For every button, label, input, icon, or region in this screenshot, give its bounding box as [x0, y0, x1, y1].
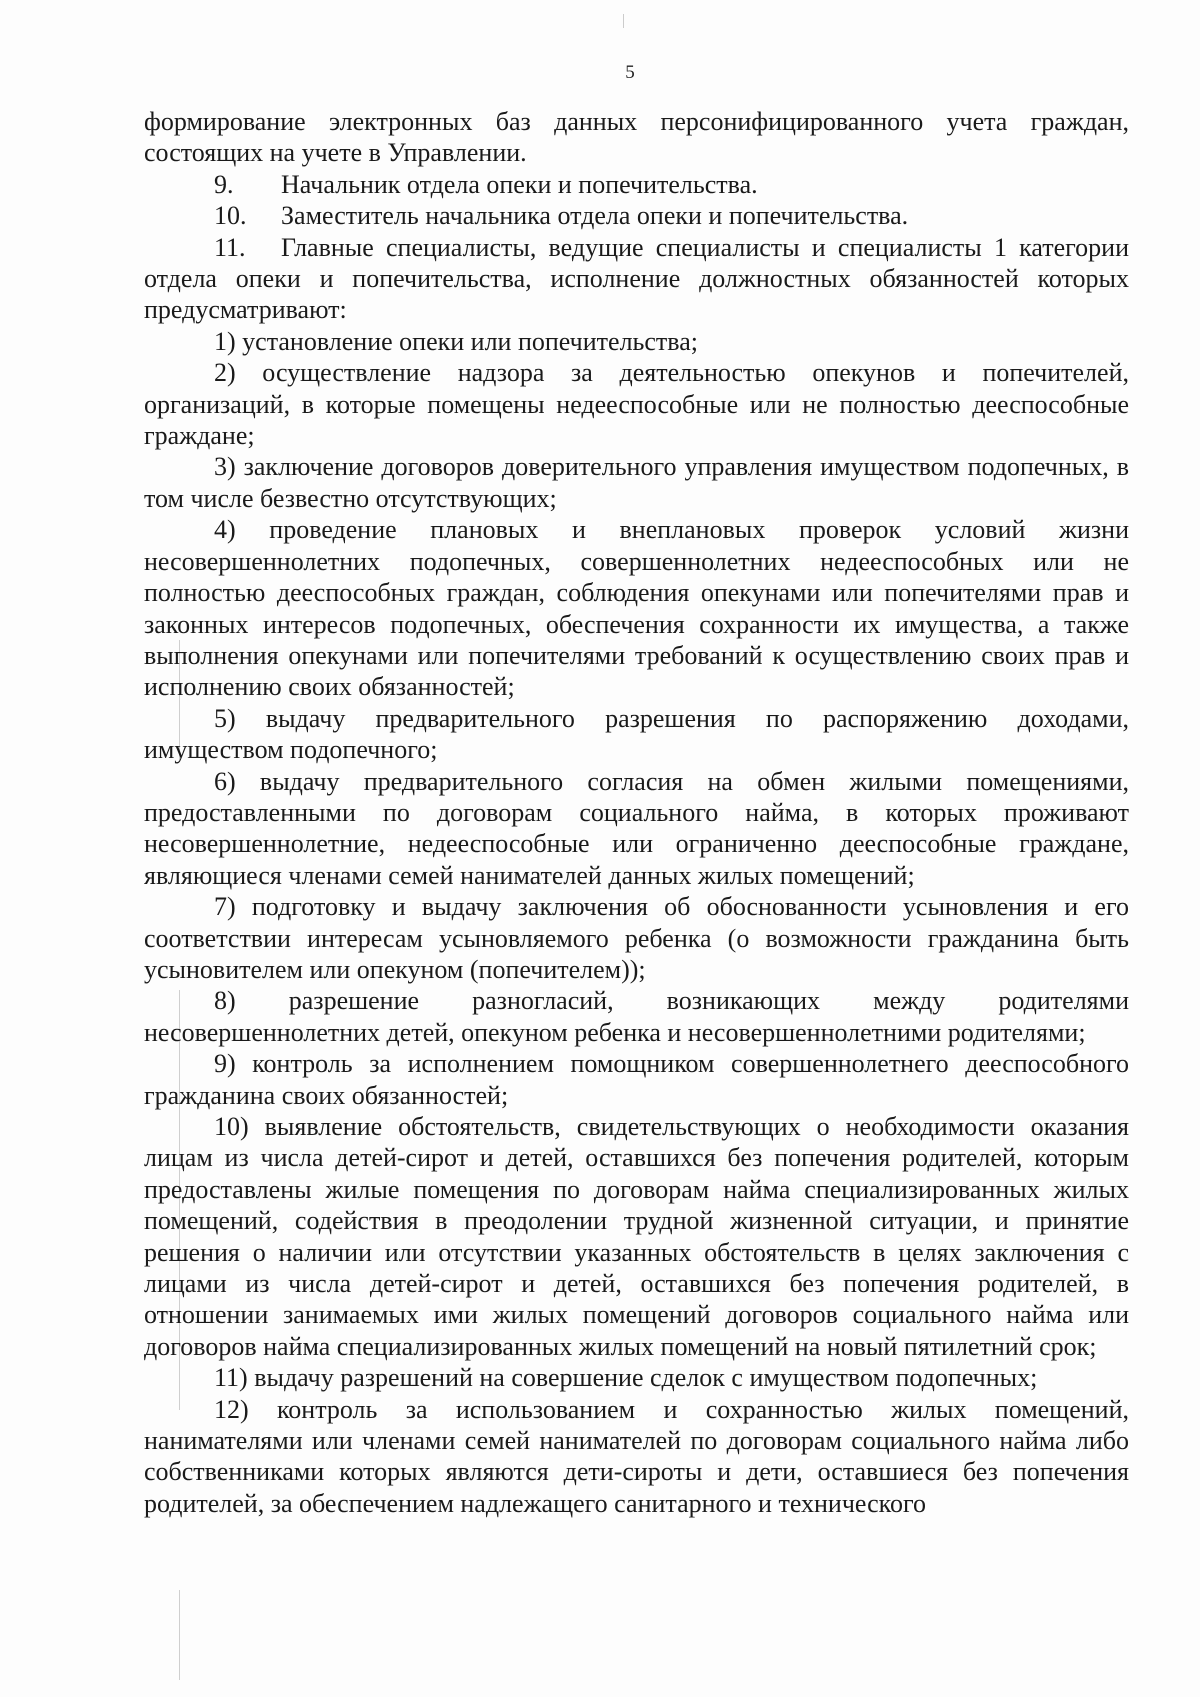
paragraph-text: Заместитель начальника отдела опеки и попечительства.	[281, 201, 909, 231]
list-item: 12) контроль за использованием и сохранностью жилых помещений, нанимателями или членами семей нанимателей по договорам социального найма либо собственниками которых являются дети-сироты и дети, оставшиеся без попечения родителей, за обеспечением надлежащего санитарного и технического	[144, 1394, 1129, 1518]
paragraph-text: Начальник отдела опеки и попечительства.	[281, 169, 758, 199]
list-item: 9) контроль за исполнением помощником совершеннолетнего дееспособного гражданина своих обязанностей;	[144, 1049, 1129, 1110]
paragraph-number: 11.	[214, 232, 246, 262]
list-item: 1) установление опеки или попечительства;	[214, 326, 698, 356]
list-item: 7) подготовку и выдачу заключения об обоснованности усыновления и его соответствии интересам усыновляемого ребенка (о возможности гражданина быть усыновителем или опекуном (попечителем));	[144, 892, 1129, 984]
list-item: 11) выдачу разрешений на совершение сделок с имуществом подопечных;	[214, 1363, 1038, 1393]
list-item: 6) выдачу предварительного согласия на обмен жилыми помещениями, предоставленными по договорам социального найма, в которых проживают несовершеннолетние, недееспособные или ограниченно дееспособные граждане, являющиеся членами семей нанимателей данных жилых помещений;	[144, 766, 1129, 890]
list-item: 8) разрешение разногласий, возникающих между родителями несовершеннолетних детей, опекуном ребенка и несовершеннолетними родителями;	[144, 986, 1129, 1047]
paragraph-number: 9.	[214, 169, 234, 199]
document-body	[144, 106, 1129, 1519]
scan-artifact	[623, 14, 624, 28]
numbered-paragraph	[144, 200, 1129, 231]
scan-artifact	[179, 1590, 180, 1680]
numbered-paragraph	[144, 169, 1129, 200]
list-item: 2) осуществление надзора за деятельностью опекунов и попечителей, организаций, в которые помещены недееспособные или не полностью дееспособные граждане;	[144, 358, 1129, 451]
paragraph-text: Главные специалисты, ведущие специалисты и специалисты 1 категории отдела опеки и попечительства, исполнение должностных обязанностей которых предусматривают:	[144, 232, 1129, 325]
list-item: 5) выдачу предварительного разрешения по распоряжению доходами, имуществом подопечного;	[144, 703, 1129, 765]
list-item: 4) проведение плановых и внеплановых проверок условий жизни несовершеннолетних подопечных, совершеннолетних недееспособных или не полностью дееспособных граждан, соблюдения опекунами или попечителями прав и законных интересов подопечных, обеспечения сохранности их имущества, а также выполнения опекунами или попечителями требований к осуществлению своих прав и исполнению своих обязанностей;	[144, 515, 1129, 702]
paragraph-number: 10.	[214, 201, 247, 231]
list-item: 10) выявление обстоятельств, свидетельствующих о необходимости оказания лицам из числа детей-сирот и детей, оставшихся без попечения родителей, которым предоставлены жилые помещения по договорам найма специализированных жилых помещений, содействия в преодолении трудной жизненной ситуации, и принятие решения о наличии или отсутствии указанных обстоятельств в целях заключения с лицами из числа детей-сирот и детей, оставшихся без попечения родителей, в отношении занимаемых ими жилых помещений договоров социального найма или договоров найма специализированных жилых помещений на новый пятилетний срок;	[144, 1112, 1129, 1361]
page-number: 5	[625, 62, 635, 83]
numbered-paragraph	[144, 232, 1129, 326]
list-item: 3) заключение договоров доверительного управления имуществом подопечных, в том числе безвестно отсутствующих;	[144, 452, 1129, 513]
paragraph: формирование электронных баз данных персонифицированного учета граждан, состоящих на учете в Управлении.	[144, 107, 1129, 168]
